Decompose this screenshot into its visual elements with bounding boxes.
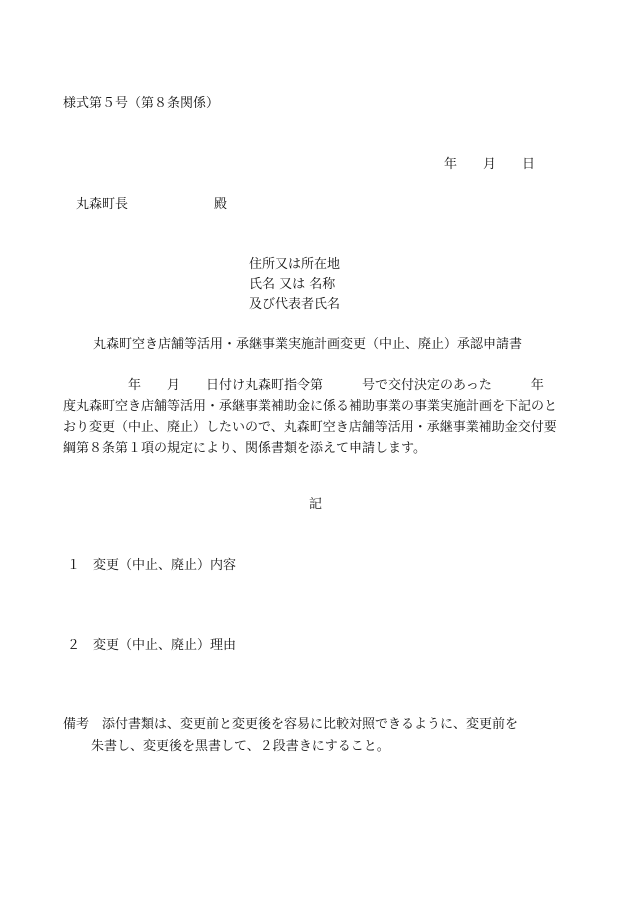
body-line-3: おり変更（中止、廃止）したいので、丸森町空き店舗等活用・承継事業補助金交付要: [63, 420, 557, 435]
addressee-honorific: 殿: [214, 197, 228, 212]
body-line-1: 年 月 日付け丸森町指令第 号で交付決定のあった 年: [63, 378, 544, 393]
body-line-2: 度丸森町空き店舗等活用・承継事業補助金に係る補助事業の事業実施計画を下記のと: [63, 399, 558, 414]
addressee-name: 丸森町長: [76, 197, 129, 212]
document-title: 丸森町空き店舗等活用・承継事業実施計画変更（中止、廃止）承認申請書: [93, 337, 523, 352]
body-paragraph: [63, 375, 569, 459]
form-number: 様式第５号（第８条関係）: [63, 96, 220, 111]
date-line: 年 月 日: [444, 157, 536, 172]
ki-heading: 記: [309, 497, 323, 512]
remarks-line-1: 備考 添付書類は、変更前と変更後を容易に比較対照できるように、変更前を: [63, 717, 519, 732]
addressee: [76, 196, 227, 213]
applicant-name-label: 氏名 又は 名称: [249, 277, 336, 292]
applicant-representative-label: 及び代表者氏名: [249, 297, 341, 312]
body-line-4: 綱第８条第１項の規定により、関係書類を添えて申請します。: [63, 441, 426, 456]
applicant-address-label: 住所又は所在地: [249, 257, 341, 272]
item-change-content: １ 変更（中止、廃止）内容: [67, 558, 237, 573]
remarks-line-2: 朱書し、変更後を黒書して、２段書きにすること。: [91, 739, 390, 754]
item-change-reason: ２ 変更（中止、廃止）理由: [67, 638, 237, 653]
